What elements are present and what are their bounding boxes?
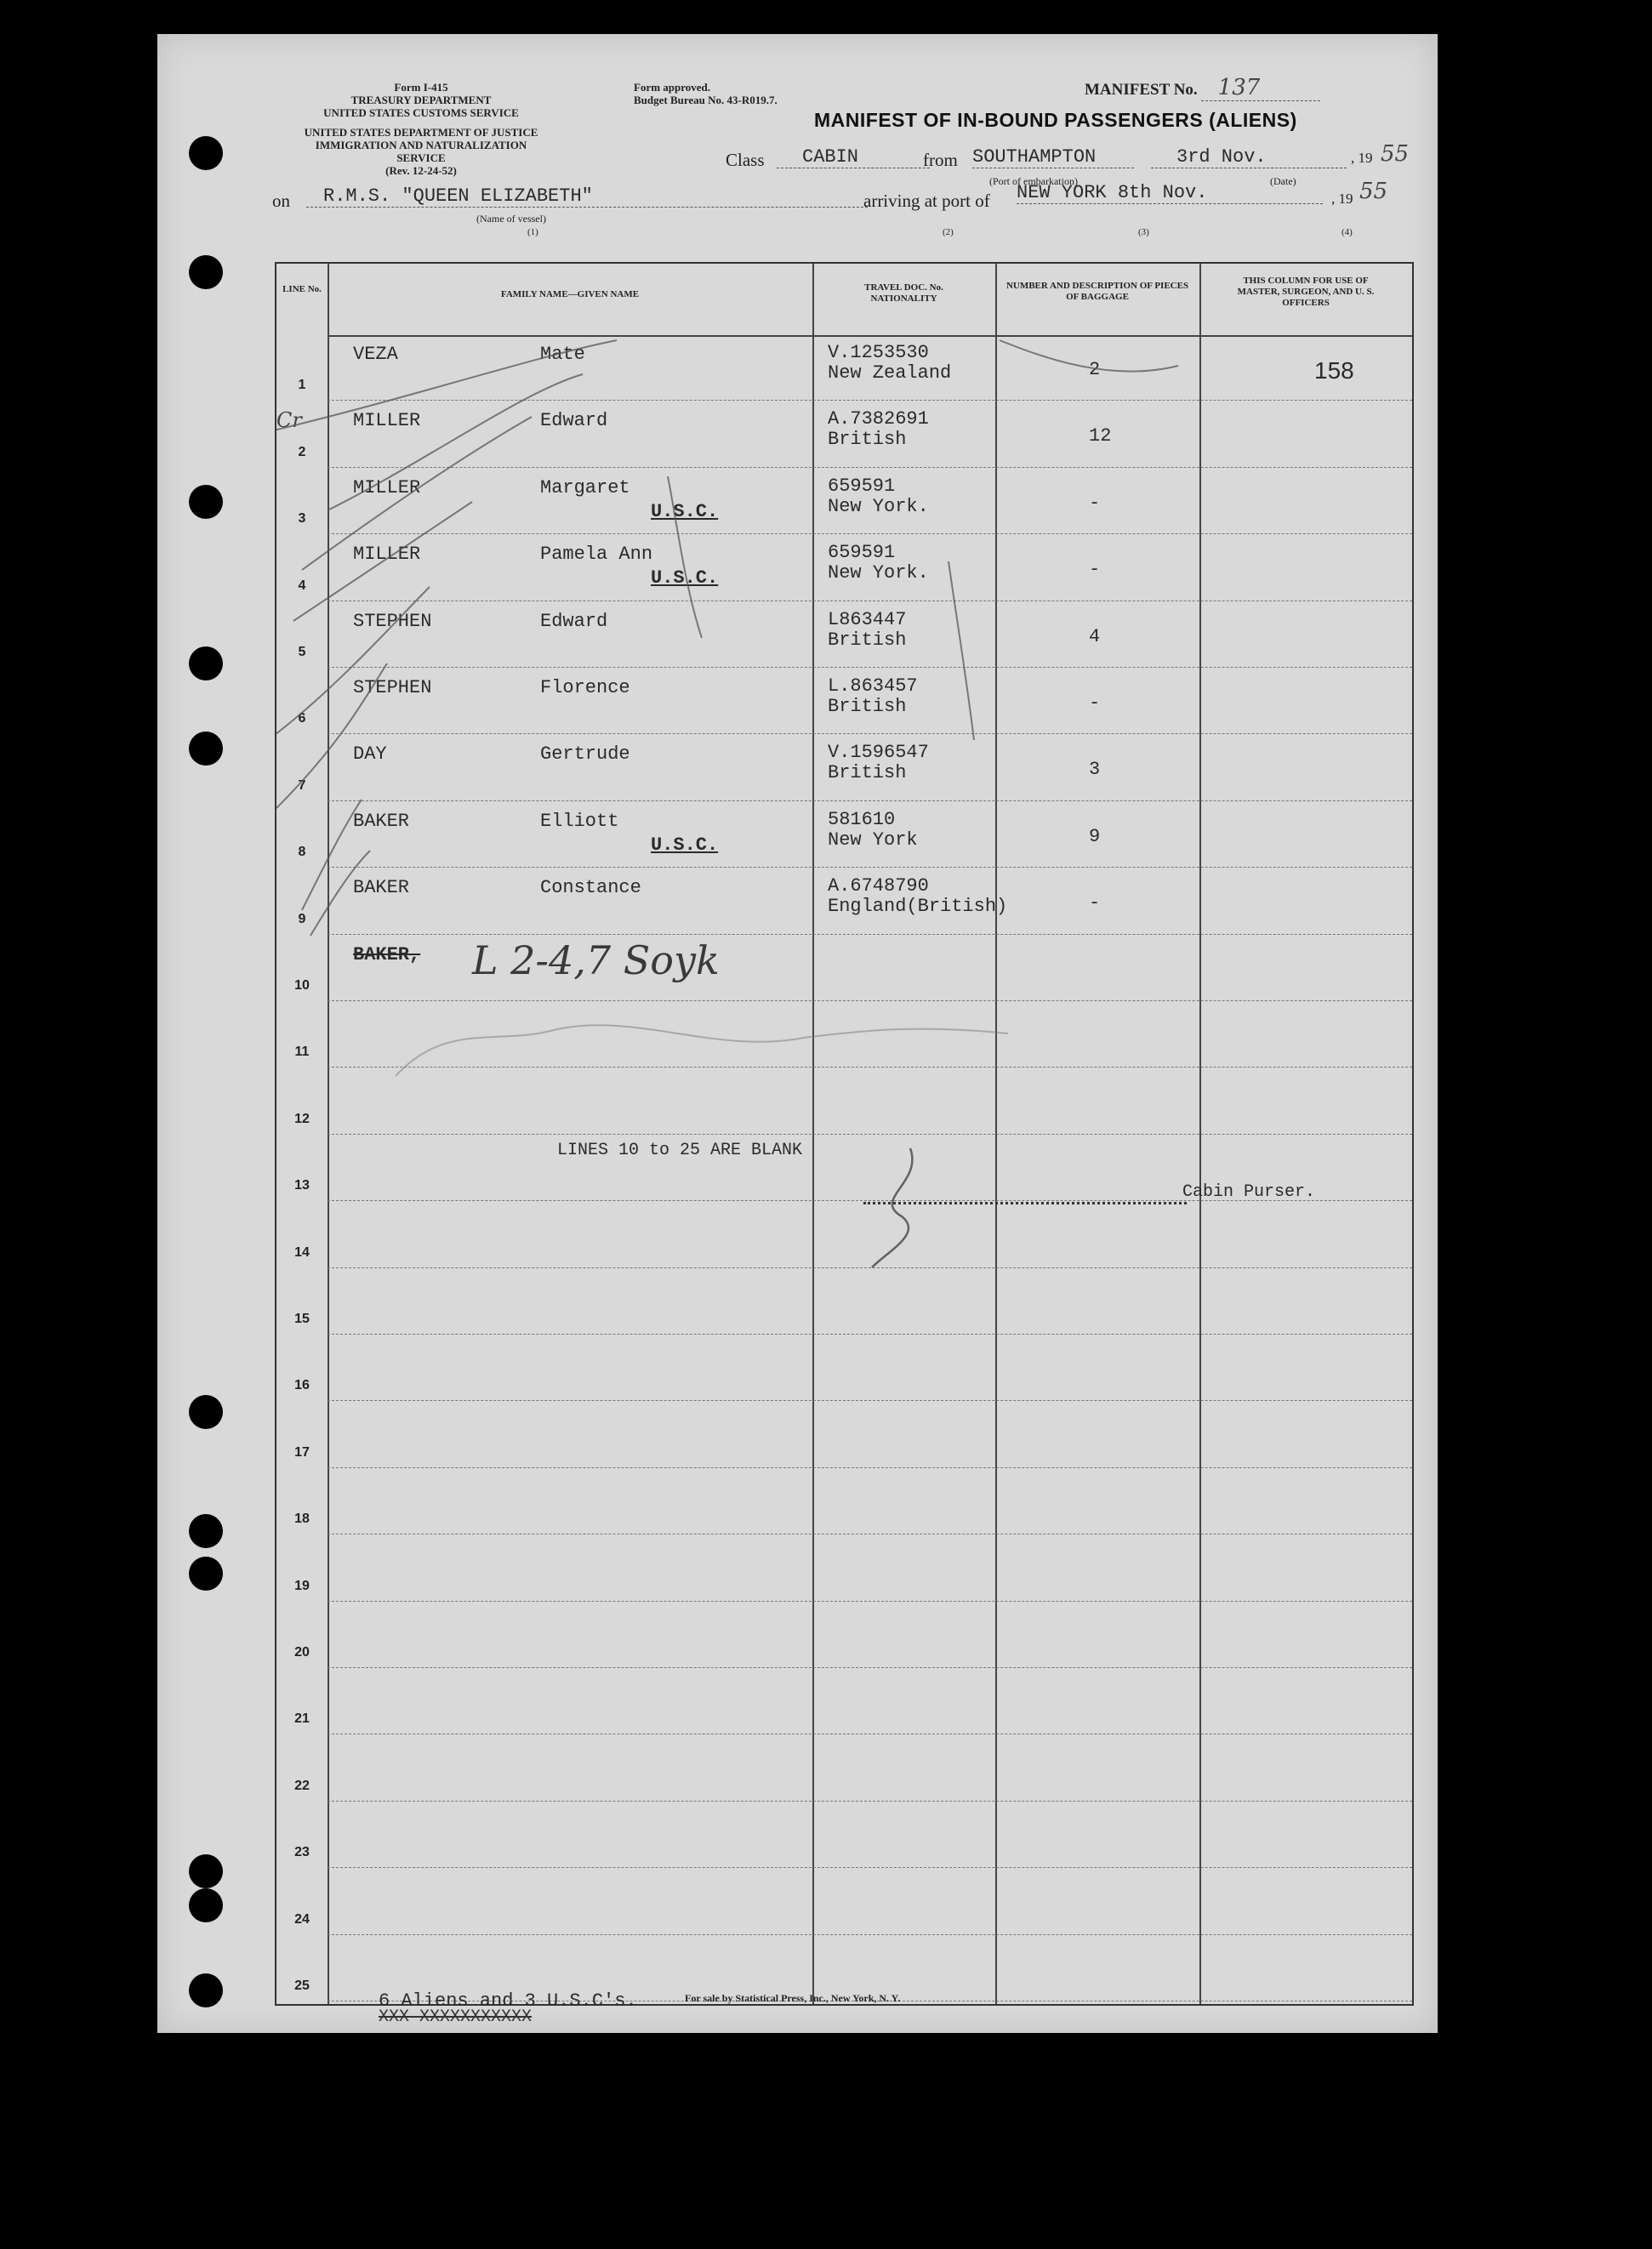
baggage-count: 9	[1089, 825, 1101, 847]
officer-note: 158	[1314, 357, 1354, 384]
class-label: Class	[726, 150, 765, 170]
nationality: New York	[828, 828, 918, 851]
voyage-line	[726, 141, 1423, 187]
travel-doc: L.863457	[828, 675, 918, 697]
line-number: 19	[294, 1578, 310, 1593]
vessel-caption: (Name of vessel)	[476, 213, 546, 225]
line-number: 9	[298, 911, 306, 926]
line-number: 23	[294, 1845, 310, 1860]
punch-hole	[189, 1888, 223, 1922]
pencil-marks	[276, 264, 1412, 2004]
line-number: 5	[298, 644, 306, 659]
punch-hole	[189, 255, 223, 289]
aliens-total: 6 Aliens and 3 U.S.C's.	[379, 1990, 637, 2012]
form-approved: Form approved.	[634, 81, 711, 94]
given-name: Elliott	[540, 810, 619, 832]
punch-hole	[189, 1973, 223, 2007]
baggage-count: -	[1089, 492, 1101, 514]
vessel-line	[272, 179, 1429, 237]
revision: (Rev. 12-24-52)	[385, 164, 457, 177]
baggage-count: -	[1089, 692, 1101, 714]
passenger-table	[275, 262, 1414, 2012]
col-head-doc: TRAVEL DOC. No. NATIONALITY	[864, 282, 943, 304]
manifest-title: MANIFEST OF IN-BOUND PASSENGERS (ALIENS)	[814, 109, 1297, 131]
arrival-port: NEW YORK	[1017, 182, 1107, 203]
manifest-no-label: MANIFEST No.	[1085, 81, 1198, 99]
travel-doc: V.1253530	[828, 342, 929, 363]
col-head-baggage: NUMBER AND DESCRIPTION OF PIECES OF BAGGAGE	[1005, 281, 1189, 302]
travel-doc: A.6748790	[828, 875, 929, 897]
line-number: 7	[298, 777, 306, 793]
line-number: 17	[294, 1444, 310, 1460]
travel-doc: V.1596547	[828, 742, 929, 764]
line-number: 15	[294, 1311, 310, 1326]
line-number: 13	[294, 1178, 310, 1193]
caption-2: (2)	[943, 227, 954, 237]
col-head-line: LINE No.	[282, 284, 322, 294]
line-number: 21	[294, 1711, 310, 1727]
given-name: Florence	[540, 677, 630, 698]
manifest-no-value: 137	[1201, 75, 1320, 101]
punch-hole	[189, 732, 223, 766]
family-name: BAKER	[353, 810, 410, 832]
baggage-count: 4	[1089, 625, 1101, 647]
nationality: British	[828, 429, 907, 451]
caption-4: (4)	[1342, 227, 1353, 237]
travel-doc: 659591	[828, 475, 896, 497]
depart-year: 55	[1381, 141, 1410, 167]
depart-date: 3rd Nov.	[1151, 146, 1347, 168]
nationality: New York.	[828, 562, 929, 584]
purser-label: Cabin Purser.	[1182, 1182, 1316, 1202]
port-embark-caption: (Port of embarkation)	[989, 175, 1078, 187]
line-number: 1	[298, 378, 306, 393]
punch-hole	[189, 1395, 223, 1429]
manifest-page	[157, 34, 1438, 2033]
year-prefix: , 19	[1351, 150, 1373, 166]
punch-hole	[189, 646, 223, 680]
from-value: SOUTHAMPTON	[972, 146, 1134, 168]
nationality: New York.	[828, 495, 929, 517]
travel-doc: A.7382691	[828, 408, 929, 430]
punch-hole	[189, 485, 223, 519]
family-name: BAKER,	[353, 943, 421, 965]
blank-lines-note: LINES 10 to 25 ARE BLANK	[557, 1141, 803, 1160]
family-name: VEZA	[353, 344, 398, 365]
arriving-label: arriving at port of	[863, 191, 990, 211]
printer-credit: For sale by Statistical Press, Inc., New York, N. Y.	[685, 1992, 901, 2004]
line-number: 22	[294, 1778, 310, 1793]
caption-3: (3)	[1138, 227, 1149, 237]
form-header-left	[293, 81, 549, 177]
baggage-count: 3	[1089, 759, 1101, 781]
arrival-year-prefix: , 19	[1331, 191, 1353, 207]
given-name: Edward	[540, 610, 608, 632]
nationality: England(British)	[828, 896, 1008, 918]
given-name: Pamela Ann	[540, 544, 653, 566]
family-name: MILLER	[353, 544, 421, 566]
arrival-port-date	[1017, 182, 1323, 204]
line-number: 11	[294, 1045, 310, 1060]
nationality: New Zealand	[828, 362, 952, 384]
manifest-number	[1085, 75, 1320, 101]
given-name: Edward	[540, 410, 608, 432]
arrival-year: 55	[1359, 179, 1388, 204]
date-caption: (Date)	[1270, 175, 1296, 187]
travel-doc: L863447	[828, 608, 907, 630]
vessel-name: R.M.S. "QUEEN ELIZABETH"	[306, 185, 868, 208]
baggage-count: 2	[1089, 359, 1101, 380]
baggage-count: 12	[1089, 425, 1112, 447]
family-name: MILLER	[353, 410, 421, 432]
family-name: DAY	[353, 743, 387, 766]
given-name: Margaret	[540, 476, 630, 498]
baggage-count: -	[1089, 892, 1101, 914]
handwritten-annotation: L 2-4,7 Soyk	[472, 937, 720, 983]
nationality: British	[828, 762, 907, 784]
travel-doc: 659591	[828, 542, 896, 564]
line-number: 2	[298, 444, 306, 459]
customs-service: UNITED STATES CUSTOMS SERVICE	[323, 106, 519, 119]
col-head-officers: THIS COLUMN FOR USE OF MASTER, SURGEON, AND U. S. OFFICERS	[1237, 276, 1375, 308]
line-number: 10	[294, 977, 310, 993]
line-number: 16	[294, 1378, 310, 1393]
caption-1: (1)	[527, 227, 538, 237]
arrival-date: 8th Nov.	[1117, 182, 1208, 203]
line-number: 18	[294, 1512, 310, 1527]
given-name: Gertrude	[540, 743, 630, 766]
from-label: from	[923, 150, 958, 170]
given-name: Constance	[540, 877, 641, 899]
family-name: BAKER	[353, 877, 410, 899]
col-head-name: FAMILY NAME—GIVEN NAME	[500, 289, 640, 299]
budget-bureau: Budget Bureau No. 43-R019.7.	[634, 94, 778, 106]
handwritten-cr: Cr	[276, 408, 302, 432]
class-value: CABIN	[777, 146, 930, 168]
family-name: MILLER	[353, 476, 421, 498]
on-label: on	[272, 191, 290, 211]
treasury-dept: TREASURY DEPARTMENT	[350, 94, 492, 106]
punch-hole	[189, 1514, 223, 1548]
punch-hole	[189, 136, 223, 170]
punch-hole	[189, 1557, 223, 1591]
ins-service: IMMIGRATION AND NATURALIZATION SERVICE	[315, 139, 527, 164]
nationality: British	[828, 696, 907, 717]
travel-doc: 581610	[828, 808, 896, 830]
punch-hole	[189, 1854, 223, 1888]
struck-text: XXX XXXXXXXXXXX	[379, 2007, 533, 2027]
baggage-count: -	[1089, 559, 1101, 581]
line-number: 24	[294, 1911, 310, 1927]
line-number: 25	[294, 1978, 310, 1993]
line-number: 20	[294, 1644, 310, 1660]
given-name: Mate	[540, 344, 585, 365]
usc-mark: U.S.C.	[651, 834, 719, 856]
line-number: 14	[294, 1244, 310, 1260]
line-number: 8	[298, 845, 306, 860]
form-number: Form I-415	[394, 81, 448, 94]
justice-dept: UNITED STATES DEPARTMENT OF JUSTICE	[304, 126, 538, 139]
line-number: 12	[294, 1111, 310, 1126]
family-name: STEPHEN	[353, 610, 432, 632]
usc-mark: U.S.C.	[651, 500, 719, 522]
line-number: 3	[298, 511, 306, 527]
line-number: 6	[298, 711, 306, 726]
line-number: 4	[298, 578, 306, 593]
family-name: STEPHEN	[353, 677, 432, 698]
form-approval	[634, 81, 778, 106]
usc-mark: U.S.C.	[651, 567, 719, 589]
nationality: British	[828, 629, 907, 651]
